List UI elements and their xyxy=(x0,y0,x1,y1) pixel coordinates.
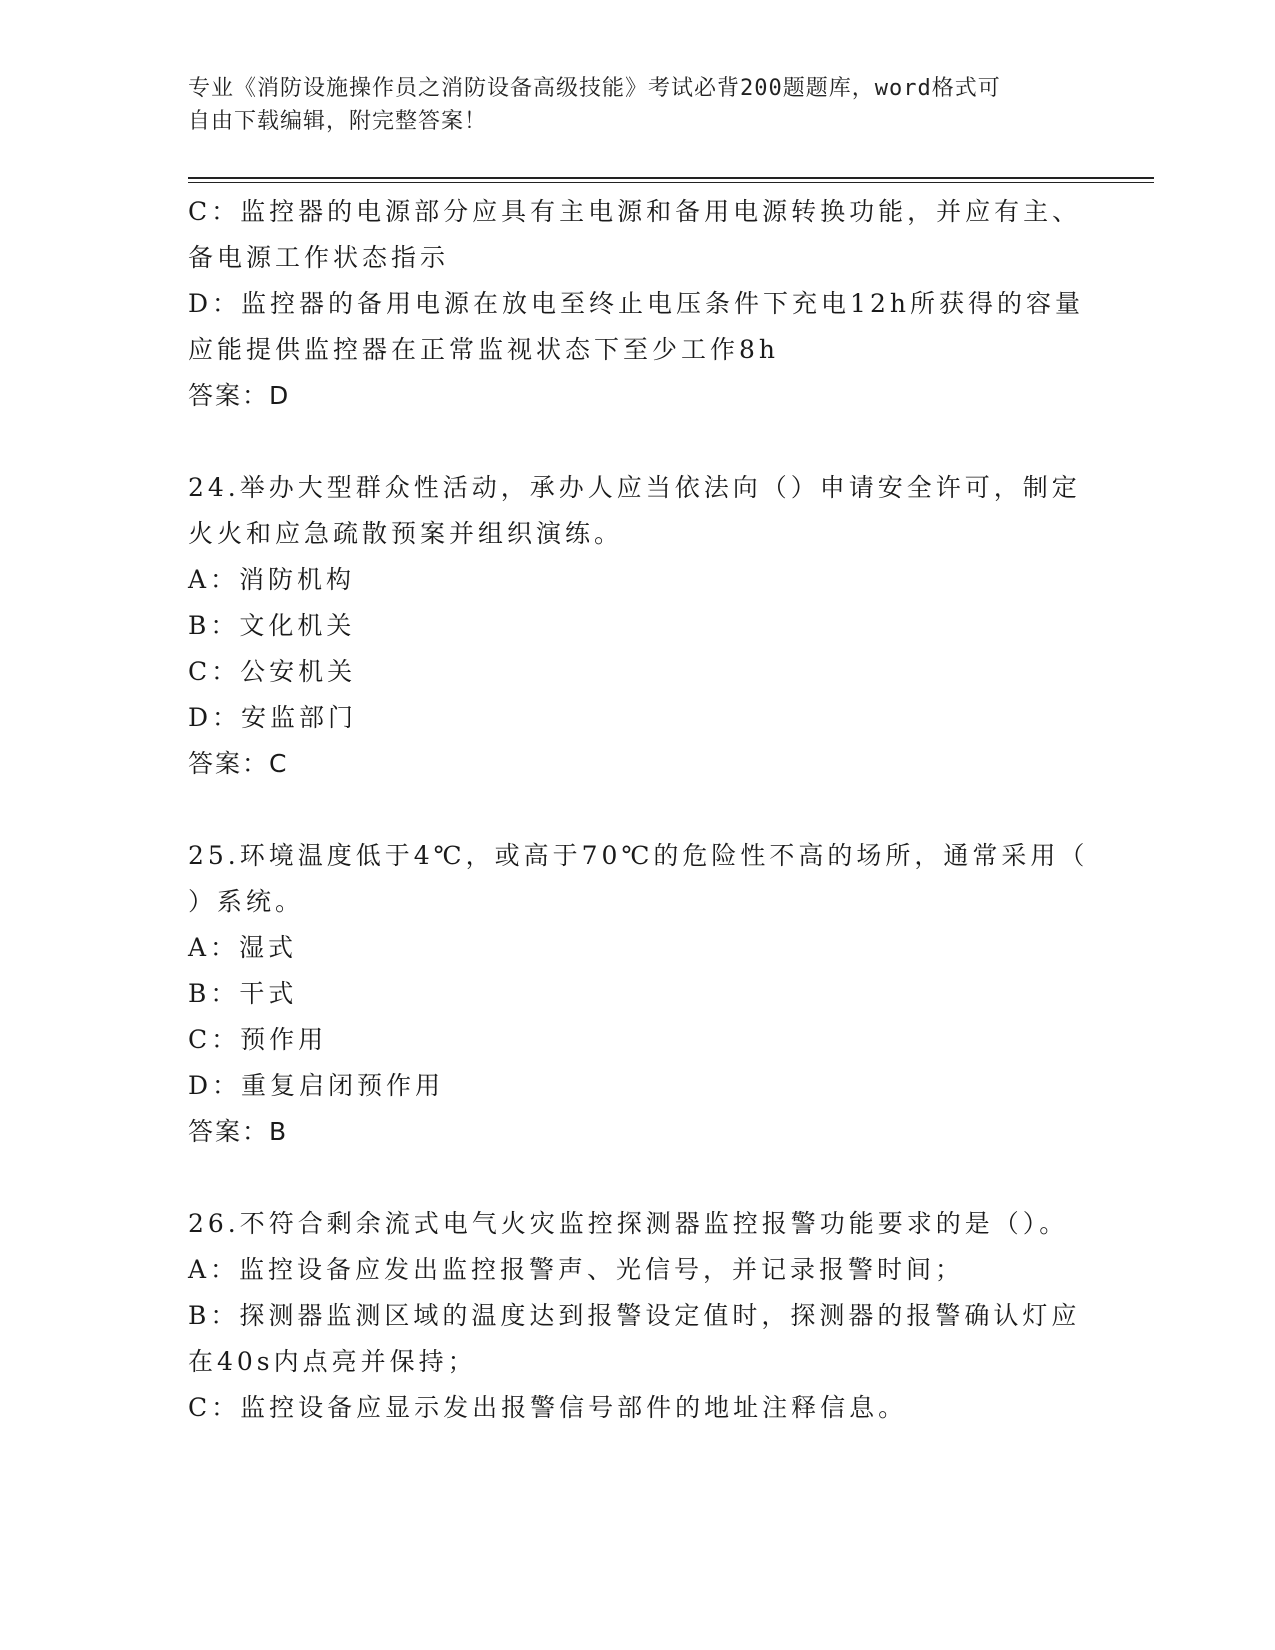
answer-label: 答案：B xyxy=(188,1117,289,1146)
question-26 xyxy=(188,1201,1088,1431)
question-stem-cont: 火火和应急疏散预案并组织演练。 xyxy=(188,519,624,548)
option-a: A：消防机构 xyxy=(188,565,356,594)
option-b-cont: 在40s内点亮并保持； xyxy=(188,1347,477,1376)
option-c: C：公安机关 xyxy=(188,657,357,686)
document-header xyxy=(188,72,1068,138)
header-rule-thick xyxy=(188,177,1154,179)
option-c-cont: 备电源工作状态指示 xyxy=(188,243,450,272)
question-stem-cont: ）系统。 xyxy=(188,887,305,916)
option-d: D：安监部门 xyxy=(188,703,358,732)
spacer xyxy=(188,787,1088,833)
option-c: C：监控设备应显示发出报警信号部件的地址注释信息。 xyxy=(188,1393,908,1422)
header-line-2: 自由下载编辑，附完整答案！ xyxy=(188,109,488,134)
answer-label: 答案：C xyxy=(188,749,289,778)
question-stem: 26.不符合剩余流式电气火灾监控探测器监控报警功能要求的是（）。 xyxy=(188,1209,1069,1238)
answer-label: 答案：D xyxy=(188,381,291,410)
option-a: A：湿式 xyxy=(188,933,298,962)
option-c: C：预作用 xyxy=(188,1025,328,1054)
question-23-tail xyxy=(188,189,1088,419)
option-d: D：重复启闭预作用 xyxy=(188,1071,445,1100)
option-d-cont: 应能提供监控器在正常监视状态下至少工作8h xyxy=(188,335,780,364)
option-c: C：监控器的电源部分应具有主电源和备用电源转换功能，并应有主、 xyxy=(188,197,1082,226)
spacer xyxy=(188,419,1088,465)
question-content xyxy=(188,189,1088,1431)
option-b: B：探测器监测区域的温度达到报警设定值时，探测器的报警确认灯应 xyxy=(188,1301,1081,1330)
option-a: A：监控设备应发出监控报警声、光信号，并记录报警时间； xyxy=(188,1255,965,1284)
option-b: B：文化机关 xyxy=(188,611,356,640)
option-b: B：干式 xyxy=(188,979,298,1008)
question-25 xyxy=(188,833,1088,1155)
header-line-1: 专业《消防设施操作员之消防设备高级技能》考试必背200题题库，word格式可 xyxy=(188,76,1001,101)
spacer xyxy=(188,1155,1088,1201)
question-24 xyxy=(188,465,1088,787)
option-d: D：监控器的备用电源在放电至终止电压条件下充电12h所获得的容量 xyxy=(188,289,1084,318)
question-stem: 25.环境温度低于4℃，或高于70℃的危险性不高的场所，通常采用（ xyxy=(188,841,1089,870)
question-stem: 24.举办大型群众性活动，承办人应当依法向（）申请安全许可，制定 xyxy=(188,473,1081,502)
header-rule-thin xyxy=(188,182,1154,183)
